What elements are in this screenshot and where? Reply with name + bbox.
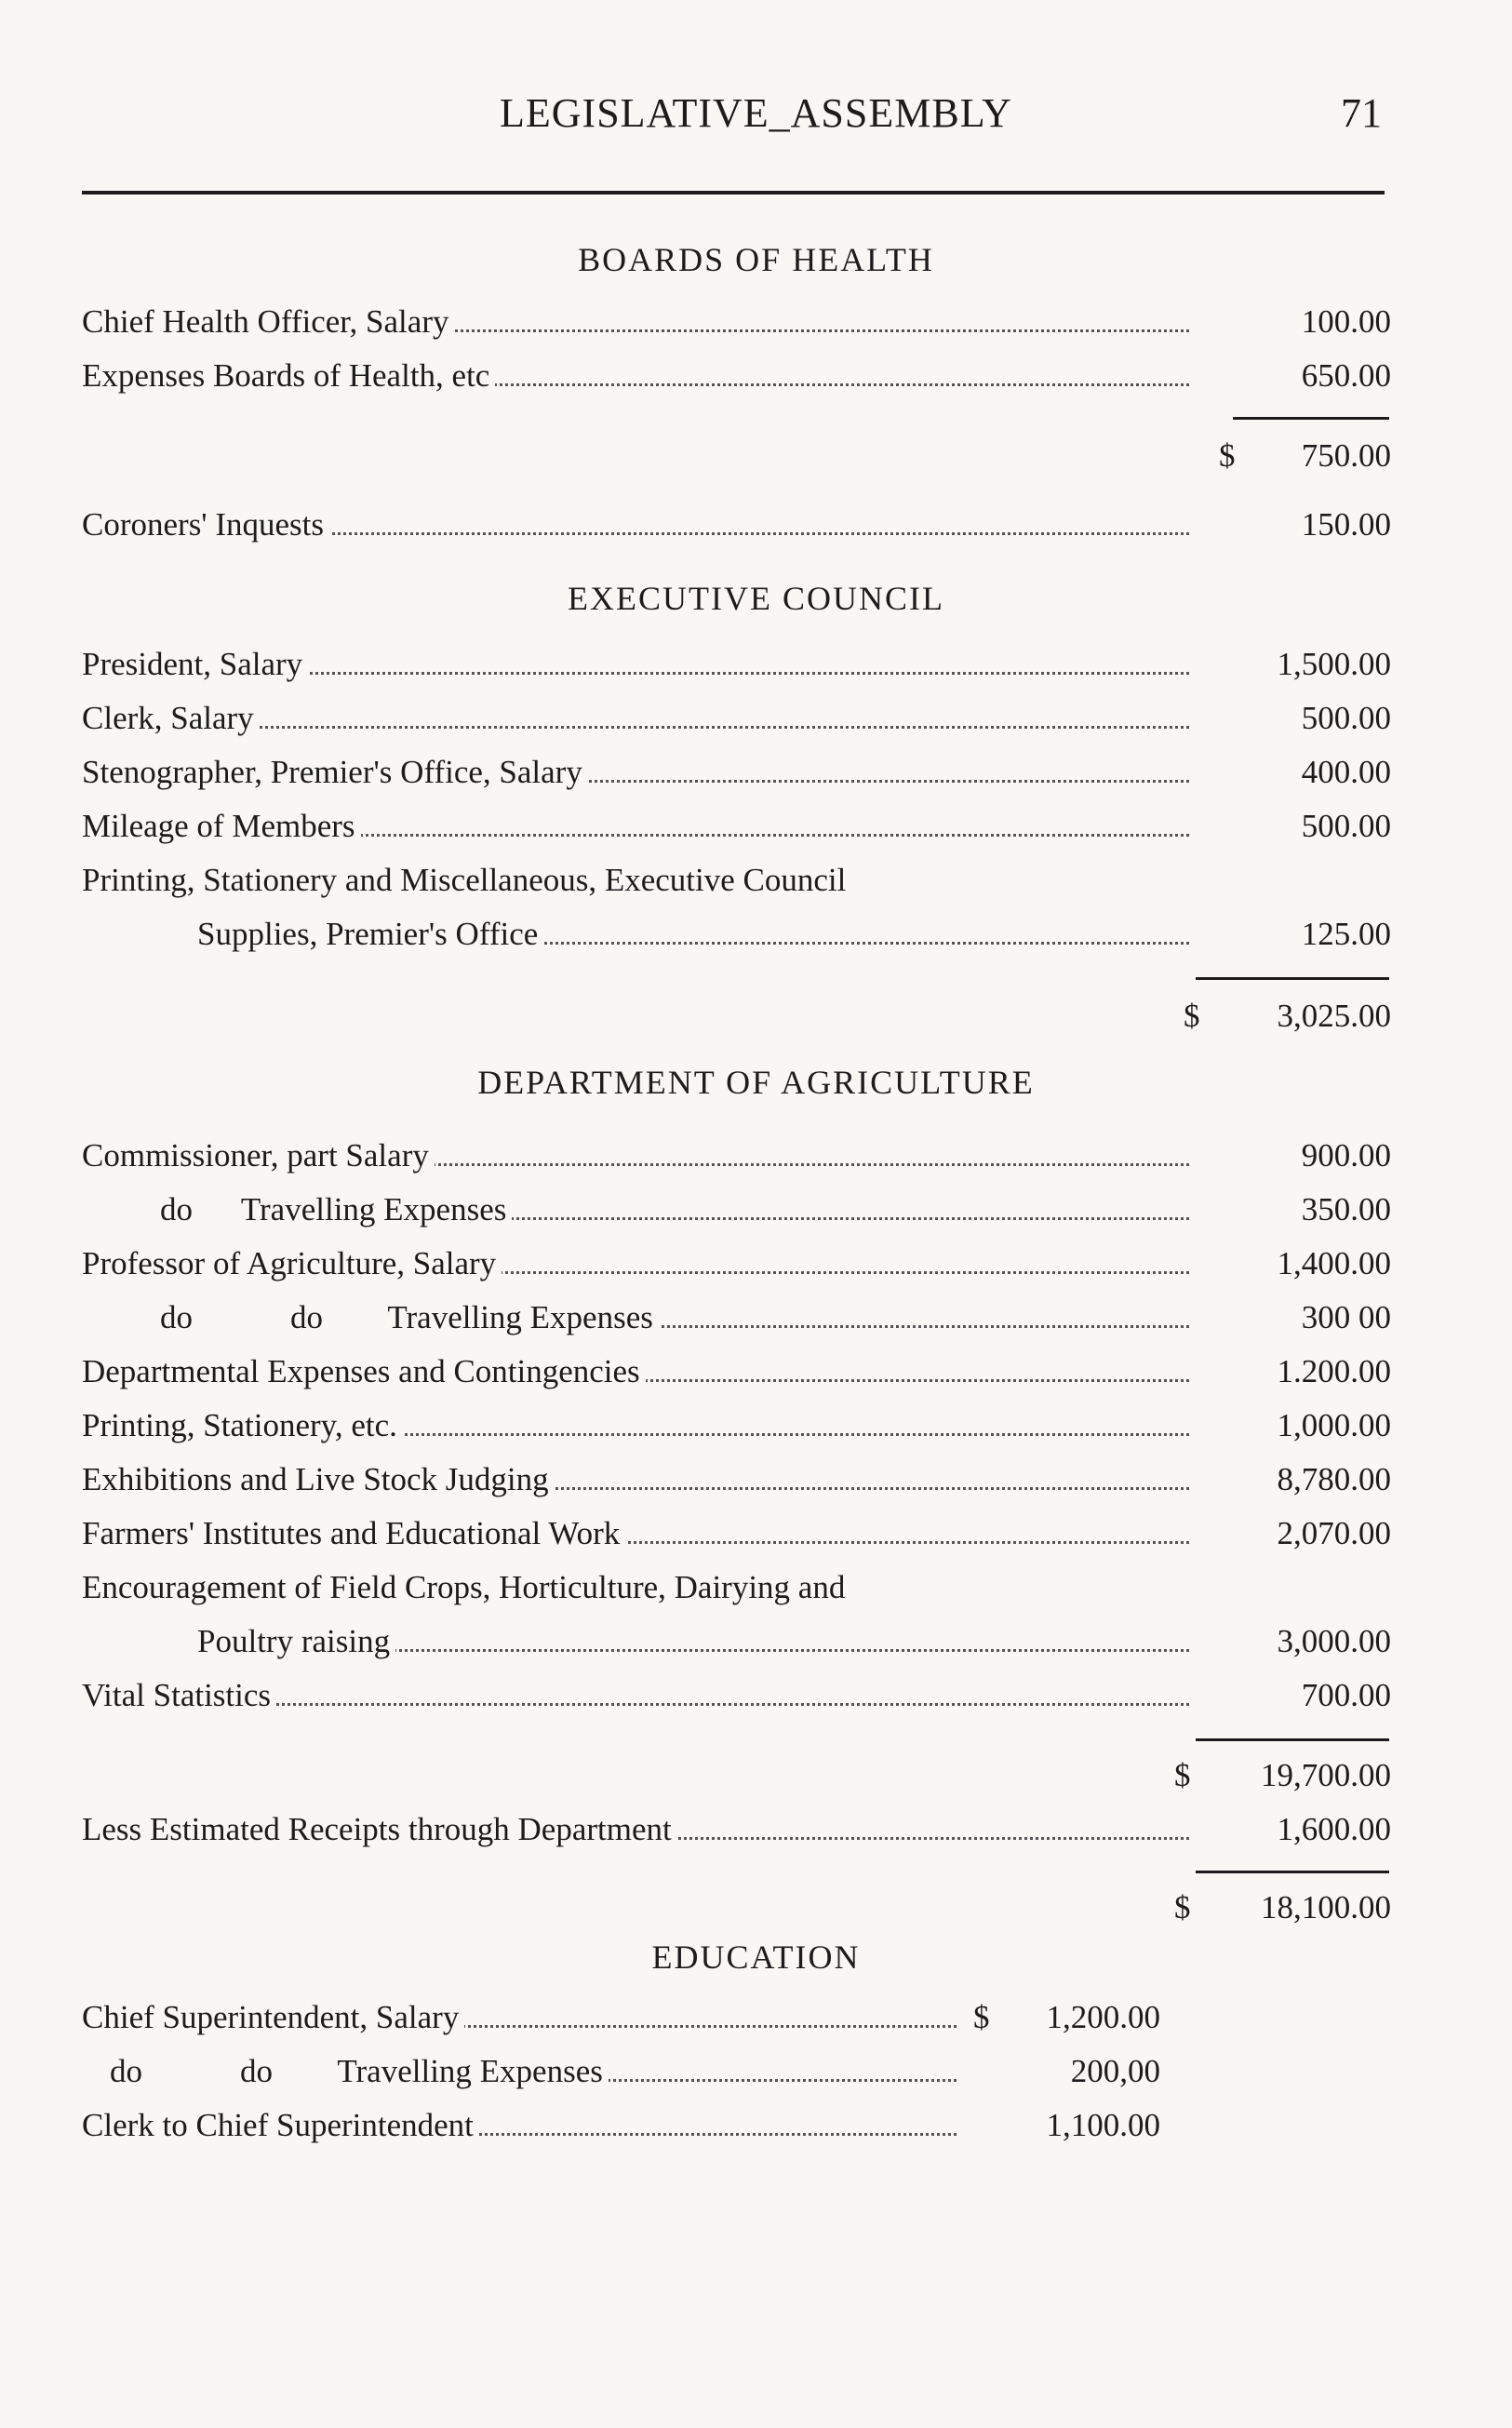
line-item-label: Clerk to Chief Superintendent [82, 2107, 957, 2144]
line-item-label: Expenses Boards of Health, etc [82, 357, 1189, 395]
line-item-label: Farmers' Institutes and Educational Work [82, 1515, 1189, 1552]
line-item-amount: 150.00 [1301, 506, 1391, 543]
line-item [0, 1515, 1512, 1562]
line-item-amount: 200,00 [1070, 2053, 1160, 2089]
subtotal-amount: 19,700.00 [1261, 1757, 1391, 1793]
line-item [0, 1999, 1512, 2046]
total-amount: 18,100.00 [1261, 1889, 1391, 1925]
total-amount: 750.00 [1301, 437, 1391, 474]
section-heading-boards-of-health: BOARDS OF HEALTH [578, 241, 934, 278]
sum-rule [1196, 977, 1389, 980]
line-item [0, 1569, 1512, 1616]
line-item-amount: 125.00 [1301, 916, 1391, 952]
line-item-amount: 1,200.00 [1046, 1999, 1160, 2035]
line-item-label: do do Travelling Expenses [160, 1299, 1189, 1336]
line-item-amount: 100.00 [1301, 303, 1391, 340]
page-number: 71 [1341, 90, 1382, 136]
line-item-amount: 1,400.00 [1277, 1245, 1391, 1281]
line-item [0, 2053, 1512, 2099]
dollar-sign: $ [1184, 998, 1200, 1034]
line-item-less-receipts [0, 1811, 1512, 1858]
line-item-label: Chief Superintendent, Salary [82, 1999, 957, 2036]
line-item-label: Vital Statistics [82, 1677, 1189, 1714]
sum-rule [1196, 1738, 1389, 1741]
line-item [0, 1407, 1512, 1454]
line-item [0, 700, 1512, 746]
line-item-label: Commissioner, part Salary [82, 1137, 1189, 1174]
line-item-label: Clerk, Salary [82, 700, 1189, 737]
line-item-label: Chief Health Officer, Salary [82, 303, 1189, 341]
line-item-label: Printing, Stationery, etc. [82, 1407, 1189, 1444]
line-item [0, 506, 1512, 553]
line-item [0, 1137, 1512, 1184]
line-item [0, 1623, 1512, 1670]
sum-rule [1233, 417, 1389, 420]
dollar-sign: $ [973, 1999, 990, 2035]
line-item [0, 808, 1512, 854]
line-item-amount: 400.00 [1301, 754, 1391, 790]
line-item [0, 754, 1512, 800]
line-item-amount: 2,070.00 [1277, 1515, 1391, 1551]
line-item-amount: 1.200.00 [1277, 1353, 1391, 1389]
line-item-amount: 1,600.00 [1277, 1811, 1391, 1847]
line-item [0, 916, 1512, 962]
line-item-amount: 8,780.00 [1277, 1461, 1391, 1497]
line-item-amount: 3,000.00 [1277, 1623, 1391, 1659]
line-item [0, 1191, 1512, 1238]
line-item-label: Less Estimated Receipts through Department [82, 1811, 1189, 1848]
line-item-label: Printing, Stationery and Miscellaneous, Executive Council [82, 862, 1189, 899]
line-item-label: Supplies, Premier's Office [197, 916, 1189, 953]
line-item-label: do do Travelling Expenses [110, 2053, 957, 2090]
line-item-label: do Travelling Expenses [160, 1191, 1189, 1228]
line-item [0, 1245, 1512, 1292]
line-item-amount: 500.00 [1301, 808, 1391, 844]
line-item [0, 1677, 1512, 1724]
section-subtotal [0, 1757, 1512, 1804]
line-item-amount: 900.00 [1301, 1137, 1391, 1174]
sum-rule [1196, 1871, 1389, 1873]
line-item-label: Professor of Agriculture, Salary [82, 1245, 1189, 1282]
line-item-label: Departmental Expenses and Contingencies [82, 1353, 1189, 1390]
line-item [0, 1353, 1512, 1400]
line-item-amount: 650.00 [1301, 357, 1391, 394]
line-item [0, 1461, 1512, 1508]
line-item-label: Poultry raising [197, 1623, 1189, 1660]
line-item-amount: 1,000.00 [1277, 1407, 1391, 1443]
line-item [0, 303, 1512, 350]
line-item [0, 357, 1512, 404]
line-item-amount: 500.00 [1301, 700, 1391, 736]
section-total [0, 1889, 1512, 1936]
dollar-sign: $ [1219, 437, 1236, 474]
section-heading-education: EDUCATION [651, 1938, 861, 1976]
line-item-label: Mileage of Members [82, 808, 1189, 845]
section-total [0, 437, 1512, 484]
line-item-label: Coroners' Inquests [82, 506, 1189, 543]
line-item-label: President, Salary [82, 646, 1189, 683]
section-total [0, 998, 1512, 1044]
dollar-sign: $ [1174, 1757, 1191, 1793]
line-item [0, 862, 1512, 908]
line-item-amount: 350.00 [1301, 1191, 1391, 1227]
line-item-label: Exhibitions and Live Stock Judging [82, 1461, 1189, 1498]
line-item-label: Stenographer, Premier's Office, Salary [82, 754, 1189, 791]
total-amount: 3,025.00 [1277, 998, 1391, 1034]
line-item-amount: 300 00 [1301, 1299, 1391, 1335]
line-item [0, 2107, 1512, 2153]
section-heading-executive-council: EXECUTIVE COUNCIL [568, 580, 944, 617]
page-title: LEGISLATIVE_ASSEMBLY [500, 90, 1012, 136]
line-item-amount: 1,500.00 [1277, 646, 1391, 682]
section-heading-agriculture: DEPARTMENT OF AGRICULTURE [477, 1064, 1035, 1101]
line-item [0, 646, 1512, 692]
line-item-label: Encouragement of Field Crops, Horticulture, Dairying and [82, 1569, 1189, 1606]
line-item-amount: 700.00 [1301, 1677, 1391, 1713]
header-rule [82, 191, 1385, 195]
line-item-amount: 1,100.00 [1046, 2107, 1160, 2143]
dollar-sign: $ [1174, 1889, 1191, 1925]
line-item [0, 1299, 1512, 1346]
